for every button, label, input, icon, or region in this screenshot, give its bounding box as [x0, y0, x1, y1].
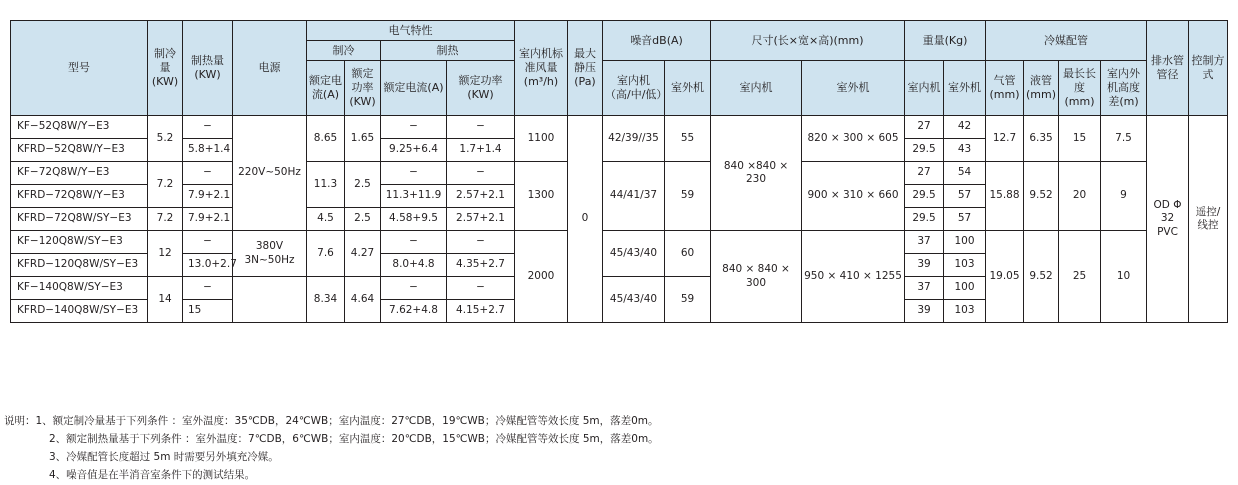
header-weight-indoor: 室内机 — [905, 61, 944, 116]
heat-capacity-cell: 15 — [183, 300, 233, 323]
cool-capacity-cell: 12 — [148, 231, 183, 277]
heat-current-cell: − — [381, 116, 447, 139]
heat-capacity-cell: 7.9+2.1 — [183, 185, 233, 208]
noise-outdoor-cell: 59 — [665, 162, 711, 231]
noise-indoor-cell: 45/43/40 — [603, 231, 665, 277]
weight-indoor-cell: 37 — [905, 231, 944, 254]
heat-power-cell: 2.57+2.1 — [447, 208, 515, 231]
liquid-pipe-cell: 9.52 — [1024, 162, 1059, 231]
heat-power-cell: 1.7+1.4 — [447, 139, 515, 162]
header-weight-outdoor: 室外机 — [944, 61, 986, 116]
rated-current-cell: 8.34 — [307, 277, 345, 323]
static-pressure-cell: 0 — [568, 116, 603, 323]
heat-current-cell: 4.58+9.5 — [381, 208, 447, 231]
weight-indoor-cell: 37 — [905, 277, 944, 300]
model-cell: KFRD−52Q8W/Y−E3 — [11, 139, 148, 162]
rated-current-cell: 11.3 — [307, 162, 345, 208]
rated-power-cell: 2.5 — [345, 208, 381, 231]
heat-current-cell: 8.0+4.8 — [381, 254, 447, 277]
weight-outdoor-cell: 57 — [944, 185, 986, 208]
header-noise-indoor: 室内机（高/中/低） — [603, 61, 665, 116]
heat-power-cell: 4.35+2.7 — [447, 254, 515, 277]
weight-indoor-cell: 39 — [905, 300, 944, 323]
heat-current-cell: 9.25+6.4 — [381, 139, 447, 162]
header-cool-capacity: 制冷量(KW) — [148, 21, 183, 116]
heat-current-cell: − — [381, 231, 447, 254]
noise-outdoor-cell: 55 — [665, 116, 711, 162]
model-cell: KF−72Q8W/Y−E3 — [11, 162, 148, 185]
header-power-supply: 电源 — [233, 21, 307, 116]
weight-indoor-cell: 29.5 — [905, 139, 944, 162]
note-line: 2、额定制热量基于下列条件 ：室外温度：7℃DB，6℃WB；室内温度：20℃DB，15℃WB；冷媒配管等效长度 5m，落差0m。 — [49, 433, 659, 445]
weight-indoor-cell: 29.5 — [905, 208, 944, 231]
header-liquid-pipe: 液管(mm) — [1024, 61, 1059, 116]
heat-capacity-cell: − — [183, 231, 233, 254]
height-diff-cell: 7.5 — [1101, 116, 1147, 162]
heat-current-cell: 7.62+4.8 — [381, 300, 447, 323]
header-static-pressure: 最大静压(Pa) — [568, 21, 603, 116]
dims-outdoor-cell: 950 × 410 × 1255 — [802, 231, 905, 323]
header-dimensions: 尺寸(长×宽×高)(mm) — [711, 21, 905, 61]
header-heat-current: 额定电流(A) — [381, 61, 447, 116]
max-length-cell: 25 — [1059, 231, 1101, 323]
weight-outdoor-cell: 54 — [944, 162, 986, 185]
height-diff-cell: 10 — [1101, 231, 1147, 323]
header-electrical: 电气特性 — [307, 21, 515, 41]
model-cell: KFRD−140Q8W/SY−E3 — [11, 300, 148, 323]
note-line: 说明：1、额定制冷量基于下列条件 ：室外温度：35℃DB，24℃WB；室内温度：27℃DB，19℃WB；冷媒配管等效长度 5m，落差0m。 — [4, 415, 659, 427]
noise-indoor-cell: 42/39//35 — [603, 116, 665, 162]
airflow-cell: 2000 — [515, 231, 568, 323]
liquid-pipe-cell: 9.52 — [1024, 231, 1059, 323]
weight-indoor-cell: 29.5 — [905, 185, 944, 208]
heat-power-cell: − — [447, 162, 515, 185]
table-row — [11, 231, 1228, 254]
gas-pipe-cell: 19.05 — [986, 231, 1024, 323]
power-supply-cell: 380V 3N~50Hz — [233, 231, 307, 277]
header-dims-outdoor: 室外机 — [802, 61, 905, 116]
power-supply-cell-empty — [233, 277, 307, 323]
model-cell: KFRD−120Q8W/SY−E3 — [11, 254, 148, 277]
weight-outdoor-cell: 103 — [944, 300, 986, 323]
heat-current-cell: − — [381, 162, 447, 185]
note-line: 3、冷媒配管长度超过 5m 时需要另外填充冷媒。 — [49, 451, 279, 463]
noise-indoor-cell: 44/41/37 — [603, 162, 665, 231]
header-rated-power: 额定功率(KW) — [345, 61, 381, 116]
header-cooling: 制冷 — [307, 41, 381, 61]
power-supply-cell: 220V~50Hz — [233, 116, 307, 231]
airflow-cell: 1100 — [515, 116, 568, 162]
dims-outdoor-cell: 900 × 310 × 660 — [802, 162, 905, 231]
weight-outdoor-cell: 100 — [944, 277, 986, 300]
control-cell: 遥控/线控 — [1189, 116, 1228, 323]
rated-power-cell: 1.65 — [345, 116, 381, 162]
gas-pipe-cell: 15.88 — [986, 162, 1024, 231]
header-noise: 噪音dB(A) — [603, 21, 711, 61]
header-heating: 制热 — [381, 41, 515, 61]
model-cell: KF−52Q8W/Y−E3 — [11, 116, 148, 139]
spec-table — [10, 20, 1228, 323]
weight-indoor-cell: 27 — [905, 116, 944, 139]
gas-pipe-cell: 12.7 — [986, 116, 1024, 162]
heat-power-cell: 2.57+2.1 — [447, 185, 515, 208]
header-gas-pipe: 气管(mm) — [986, 61, 1024, 116]
header-rated-current: 额定电流(A) — [307, 61, 345, 116]
rated-current-cell: 7.6 — [307, 231, 345, 277]
weight-outdoor-cell: 103 — [944, 254, 986, 277]
weight-indoor-cell: 39 — [905, 254, 944, 277]
model-cell: KFRD−72Q8W/SY−E3 — [11, 208, 148, 231]
heat-capacity-cell: 7.9+2.1 — [183, 208, 233, 231]
header-max-length: 最长长度(mm) — [1059, 61, 1101, 116]
header-heat-capacity: 制热量(KW) — [183, 21, 233, 116]
noise-outdoor-cell: 59 — [665, 277, 711, 323]
cool-capacity-cell: 5.2 — [148, 116, 183, 162]
heat-power-cell: − — [447, 116, 515, 139]
weight-outdoor-cell: 57 — [944, 208, 986, 231]
header-heat-power: 额定功率(KW) — [447, 61, 515, 116]
note-line: 4、噪音值是在半消音室条件下的测试结果。 — [49, 469, 256, 481]
header-noise-outdoor: 室外机 — [665, 61, 711, 116]
header-model: 型号 — [11, 21, 148, 116]
header-dims-indoor: 室内机 — [711, 61, 802, 116]
dims-indoor-cell: 840 × 840 × 300 — [711, 231, 802, 323]
model-cell: KF−120Q8W/SY−E3 — [11, 231, 148, 254]
heat-current-cell: − — [381, 277, 447, 300]
header-drain: 排水管管径 — [1147, 21, 1189, 116]
heat-capacity-cell: − — [183, 116, 233, 139]
weight-outdoor-cell: 42 — [944, 116, 986, 139]
heat-capacity-cell: 13.0+2.7 — [183, 254, 233, 277]
drain-cell: OD Φ 32 PVC — [1147, 116, 1189, 323]
noise-outdoor-cell: 60 — [665, 231, 711, 277]
heat-capacity-cell: 5.8+1.4 — [183, 139, 233, 162]
airflow-cell: 1300 — [515, 162, 568, 231]
height-diff-cell: 9 — [1101, 162, 1147, 231]
weight-outdoor-cell: 43 — [944, 139, 986, 162]
heat-capacity-cell: − — [183, 162, 233, 185]
rated-power-cell: 4.64 — [345, 277, 381, 323]
cool-capacity-cell: 14 — [148, 277, 183, 323]
liquid-pipe-cell: 6.35 — [1024, 116, 1059, 162]
rated-current-cell: 8.65 — [307, 116, 345, 162]
cool-capacity-cell: 7.2 — [148, 208, 183, 231]
heat-power-cell: − — [447, 277, 515, 300]
heat-power-cell: 4.15+2.7 — [447, 300, 515, 323]
rated-power-cell: 4.27 — [345, 231, 381, 277]
heat-capacity-cell: − — [183, 277, 233, 300]
header-height-diff: 室内外机高度差(m) — [1101, 61, 1147, 116]
dims-indoor-cell: 840 ×840 × 230 — [711, 116, 802, 231]
model-cell: KF−140Q8W/SY−E3 — [11, 277, 148, 300]
header-airflow: 室内机标准风量(m³/h) — [515, 21, 568, 116]
max-length-cell: 20 — [1059, 162, 1101, 231]
heat-power-cell: − — [447, 231, 515, 254]
model-cell: KFRD−72Q8W/Y−E3 — [11, 185, 148, 208]
header-control: 控制方式 — [1189, 21, 1228, 116]
heat-current-cell: 11.3+11.9 — [381, 185, 447, 208]
header-refrigerant-piping: 冷媒配管 — [986, 21, 1147, 61]
dims-outdoor-cell: 820 × 300 × 605 — [802, 116, 905, 162]
weight-outdoor-cell: 100 — [944, 231, 986, 254]
notes — [4, 412, 659, 484]
cool-capacity-cell: 7.2 — [148, 162, 183, 208]
table-row — [11, 116, 1228, 139]
header-weight: 重量(Kg) — [905, 21, 986, 61]
rated-power-cell: 2.5 — [345, 162, 381, 208]
max-length-cell: 15 — [1059, 116, 1101, 162]
rated-current-cell: 4.5 — [307, 208, 345, 231]
noise-indoor-cell: 45/43/40 — [603, 277, 665, 323]
weight-indoor-cell: 27 — [905, 162, 944, 185]
table-row — [11, 162, 1228, 185]
